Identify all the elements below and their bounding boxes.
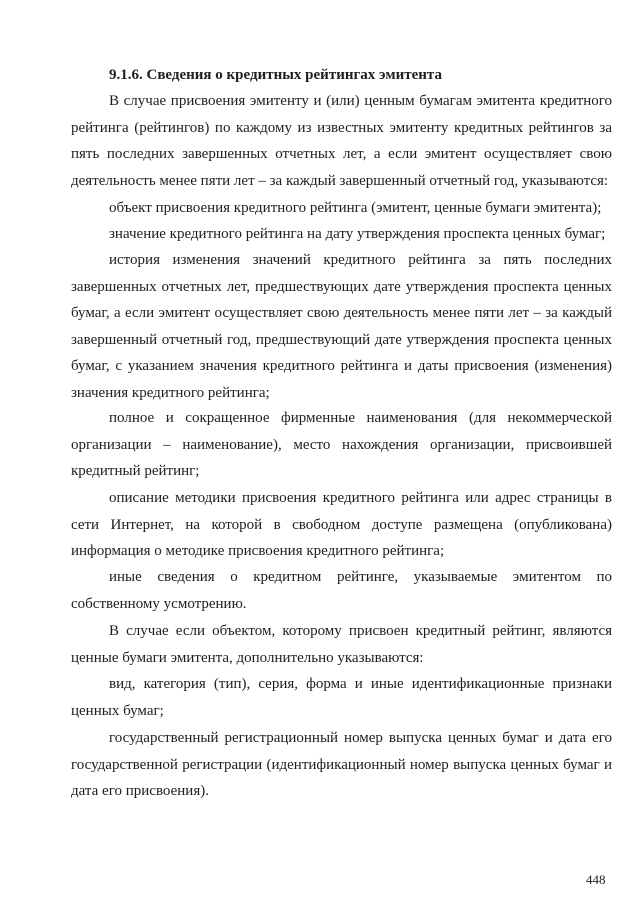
paragraph-item-other: иные сведения о кредитном рейтинге, указываемые эмитентом по собственному усмотрению. bbox=[71, 569, 612, 612]
section-heading: 9.1.6. Сведения о кредитных рейтингах эмитента bbox=[109, 67, 442, 83]
paragraph-item-history: история изменения значений кредитного рейтинга за пять последних завершенных отчетных лет, предшествующих дате утверждения проспекта ценных бумаг, а если эмитент осуществляет свою деятельность менее пяти лет – за каждый завершенный отчетный год, предшествующий дате утверждения проспекта ценных бумаг, с указанием значения кредитного рейтинга и даты присвоения (изменения) значения кредитного рейтинга; bbox=[71, 252, 612, 401]
paragraph-item-type: вид, категория (тип), серия, форма и иные идентификационные признаки ценных бумаг; bbox=[71, 676, 612, 719]
paragraph-item-names: полное и сокращенное фирменные наименования (для некоммерческой организации – наименование), место нахождения организации, присвоившей кредитный рейтинг; bbox=[71, 410, 612, 479]
paragraph-item-registration: государственный регистрационный номер выпуска ценных бумаг и дата его государственной регистрации (идентификационный номер выпуска ценных бумаг и дата его присвоения). bbox=[71, 730, 612, 799]
paragraph-item-methodology: описание методики присвоения кредитного рейтинга или адрес страницы в сети Интернет, на которой в свободном доступе размещена (опубликована) информация о методике присвоения кредитного рейтинга; bbox=[71, 490, 612, 559]
paragraph-intro: В случае присвоения эмитенту и (или) ценным бумагам эмитента кредитного рейтинга (рейтингов) по каждому из известных эмитенту кредитных рейтингов за пять последних завершенных отчетных лет, а если эмитент осуществляет свою деятельность менее пяти лет – за каждый завершенный отчетный год, указываются: bbox=[71, 93, 612, 189]
paragraph-securities-intro: В случае если объектом, которому присвоен кредитный рейтинг, являются ценные бумаги эмитента, дополнительно указываются: bbox=[71, 623, 612, 666]
page-number: 448 bbox=[586, 872, 606, 887]
paragraph-item-value: значение кредитного рейтинга на дату утверждения проспекта ценных бумаг; bbox=[109, 226, 606, 242]
paragraph-item-object: объект присвоения кредитного рейтинга (эмитент, ценные бумаги эмитента); bbox=[109, 200, 602, 216]
